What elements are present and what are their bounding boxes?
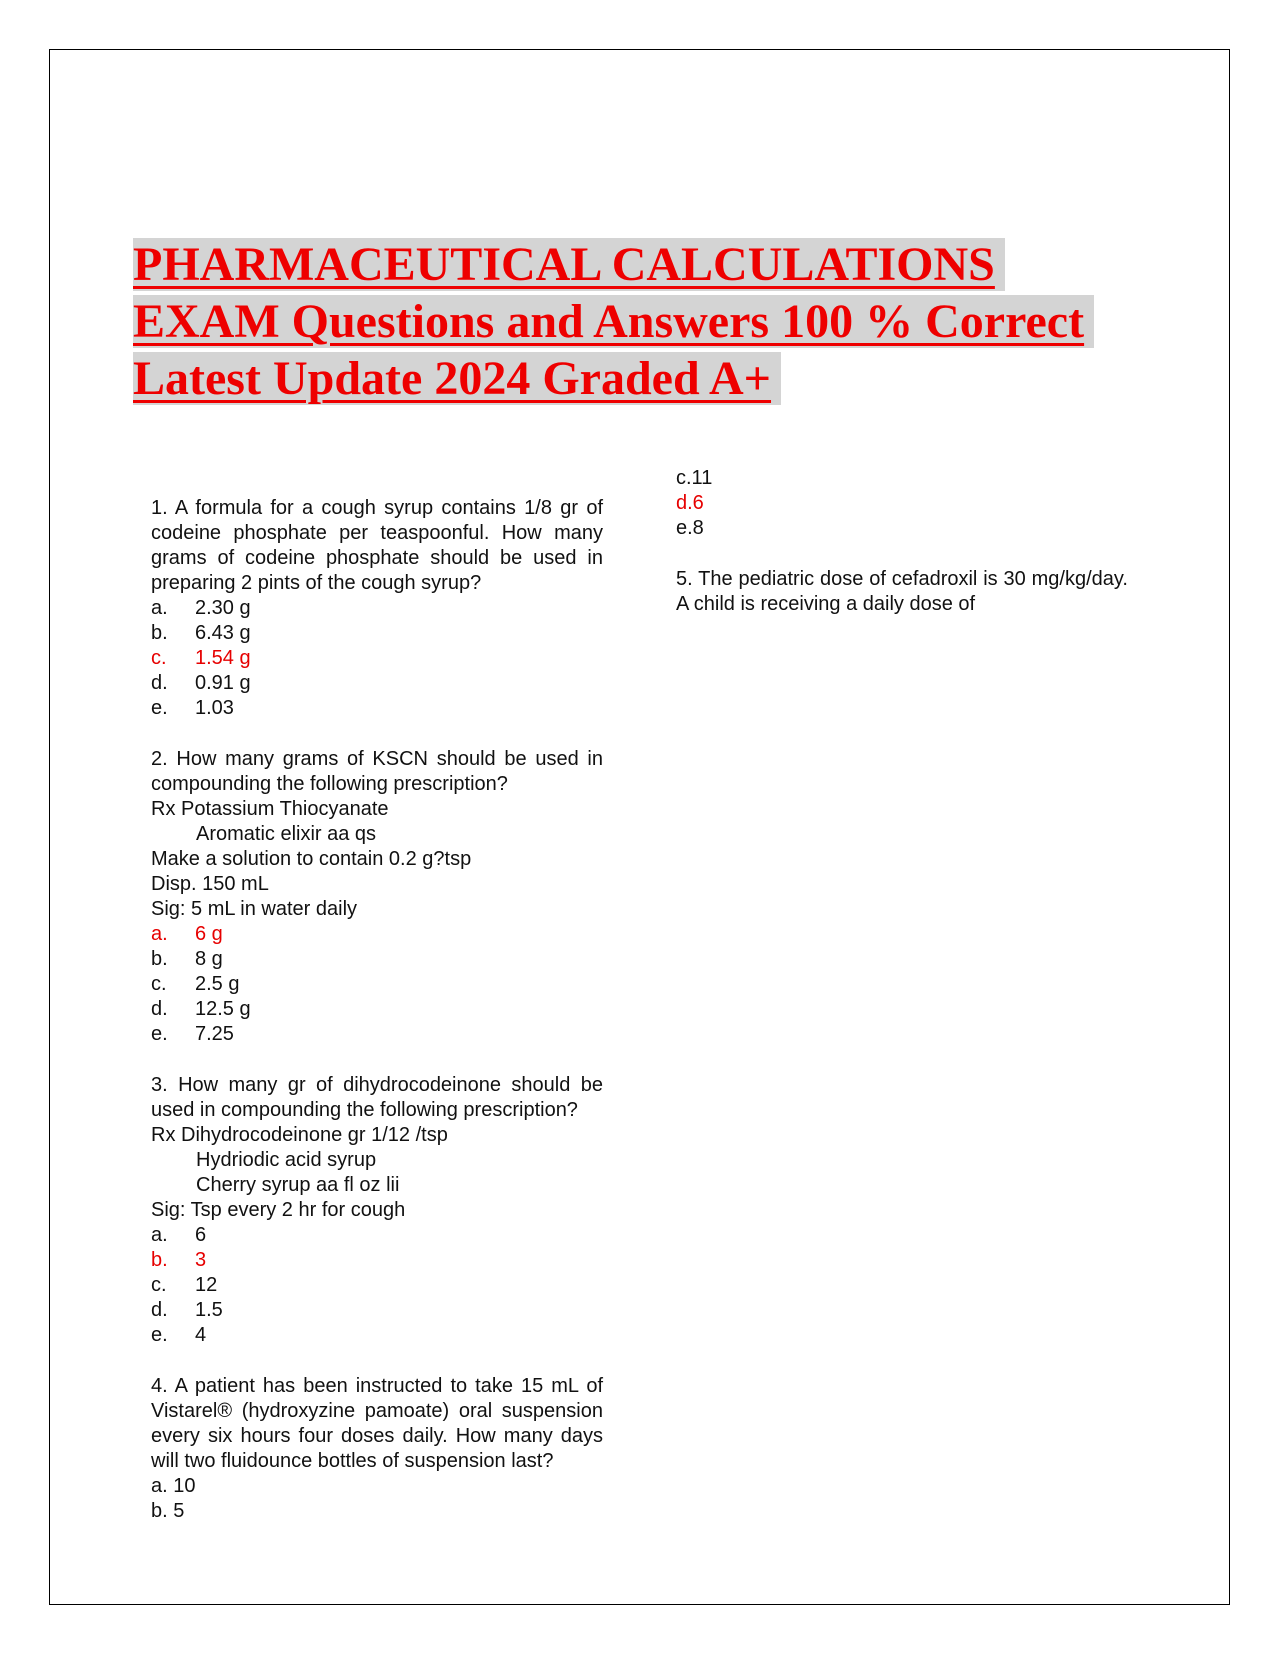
rx-line: Rx Potassium Thiocyanate bbox=[151, 798, 389, 820]
title-line-2: EXAM Questions and Answers 100 % Correct bbox=[133, 295, 1094, 348]
document-title bbox=[133, 236, 1163, 407]
question-3 bbox=[151, 1073, 603, 1348]
title-line-1: PHARMACEUTICAL CALCULATIONS bbox=[133, 238, 1005, 291]
correct-answer-option: b. 3 bbox=[151, 1249, 207, 1271]
answer-option: d. 0.91 g bbox=[151, 672, 251, 694]
left-column bbox=[151, 496, 603, 1524]
correct-answer-option: a. 6 g bbox=[151, 923, 223, 945]
answer-option: b. 5 bbox=[151, 1500, 185, 1522]
rx-line: Disp. 150 mL bbox=[151, 873, 269, 895]
answer-option: c.11 bbox=[676, 467, 713, 489]
question-stem: 3. How many gr of dihydrocodeinone should be used in compounding the following prescription? bbox=[151, 1074, 603, 1121]
answer-option: b. 8 g bbox=[151, 948, 223, 970]
question-4-continued bbox=[676, 466, 1128, 541]
answer-option: e. 7.25 bbox=[151, 1023, 234, 1045]
answer-option: c. 2.5 g bbox=[151, 973, 240, 995]
question-stem: 1. A formula for a cough syrup contains 1/8 gr of codeine phosphate per teaspoonful. How many grams of codeine phosphate should be used in preparing 2 pints of the cough syrup? bbox=[151, 497, 603, 594]
answer-option: e. 1.03 bbox=[151, 697, 234, 719]
correct-answer-option: d.6 bbox=[676, 492, 704, 514]
rx-line: Hydriodic acid syrup bbox=[196, 1149, 377, 1171]
answer-option: d. 1.5 bbox=[151, 1299, 223, 1321]
answer-option: c. 12 bbox=[151, 1274, 218, 1296]
rx-line: Sig: Tsp every 2 hr for cough bbox=[151, 1199, 406, 1221]
question-stem: 4. A patient has been instructed to take 15 mL of Vistarel® (hydroxyzine pamoate) oral suspension every six hours four doses daily. How many days will two fluidounce bottles of suspension last? bbox=[151, 1375, 603, 1472]
answer-option: a. 6 bbox=[151, 1224, 207, 1246]
question-4 bbox=[151, 1374, 603, 1524]
rx-line: Rx Dihydrocodeinone gr 1/12 /tsp bbox=[151, 1124, 448, 1146]
rx-line: Sig: 5 mL in water daily bbox=[151, 898, 358, 920]
right-column bbox=[676, 466, 1128, 643]
rx-line: Make a solution to contain 0.2 g?tsp bbox=[151, 848, 472, 870]
question-stem: 2. How many grams of KSCN should be used in compounding the following prescription? bbox=[151, 748, 603, 795]
correct-answer-option: c. 1.54 g bbox=[151, 647, 251, 669]
rx-line: Cherry syrup aa fl oz lii bbox=[196, 1174, 400, 1196]
answer-option: d. 12.5 g bbox=[151, 998, 251, 1020]
answer-option: a. 10 bbox=[151, 1475, 196, 1497]
answer-option: b. 6.43 g bbox=[151, 622, 251, 644]
title-line-3: Latest Update 2024 Graded A+ bbox=[133, 352, 781, 405]
question-5 bbox=[676, 567, 1128, 617]
question-stem: 5. The pediatric dose of cefadroxil is 30 mg/kg/day. A child is receiving a daily dose of bbox=[676, 568, 1128, 615]
question-1 bbox=[151, 496, 603, 721]
answer-option: e.8 bbox=[676, 517, 704, 539]
rx-line: Aromatic elixir aa qs bbox=[196, 823, 377, 845]
answer-option: a. 2.30 g bbox=[151, 597, 251, 619]
answer-option: e. 4 bbox=[151, 1324, 207, 1346]
question-2 bbox=[151, 747, 603, 1047]
